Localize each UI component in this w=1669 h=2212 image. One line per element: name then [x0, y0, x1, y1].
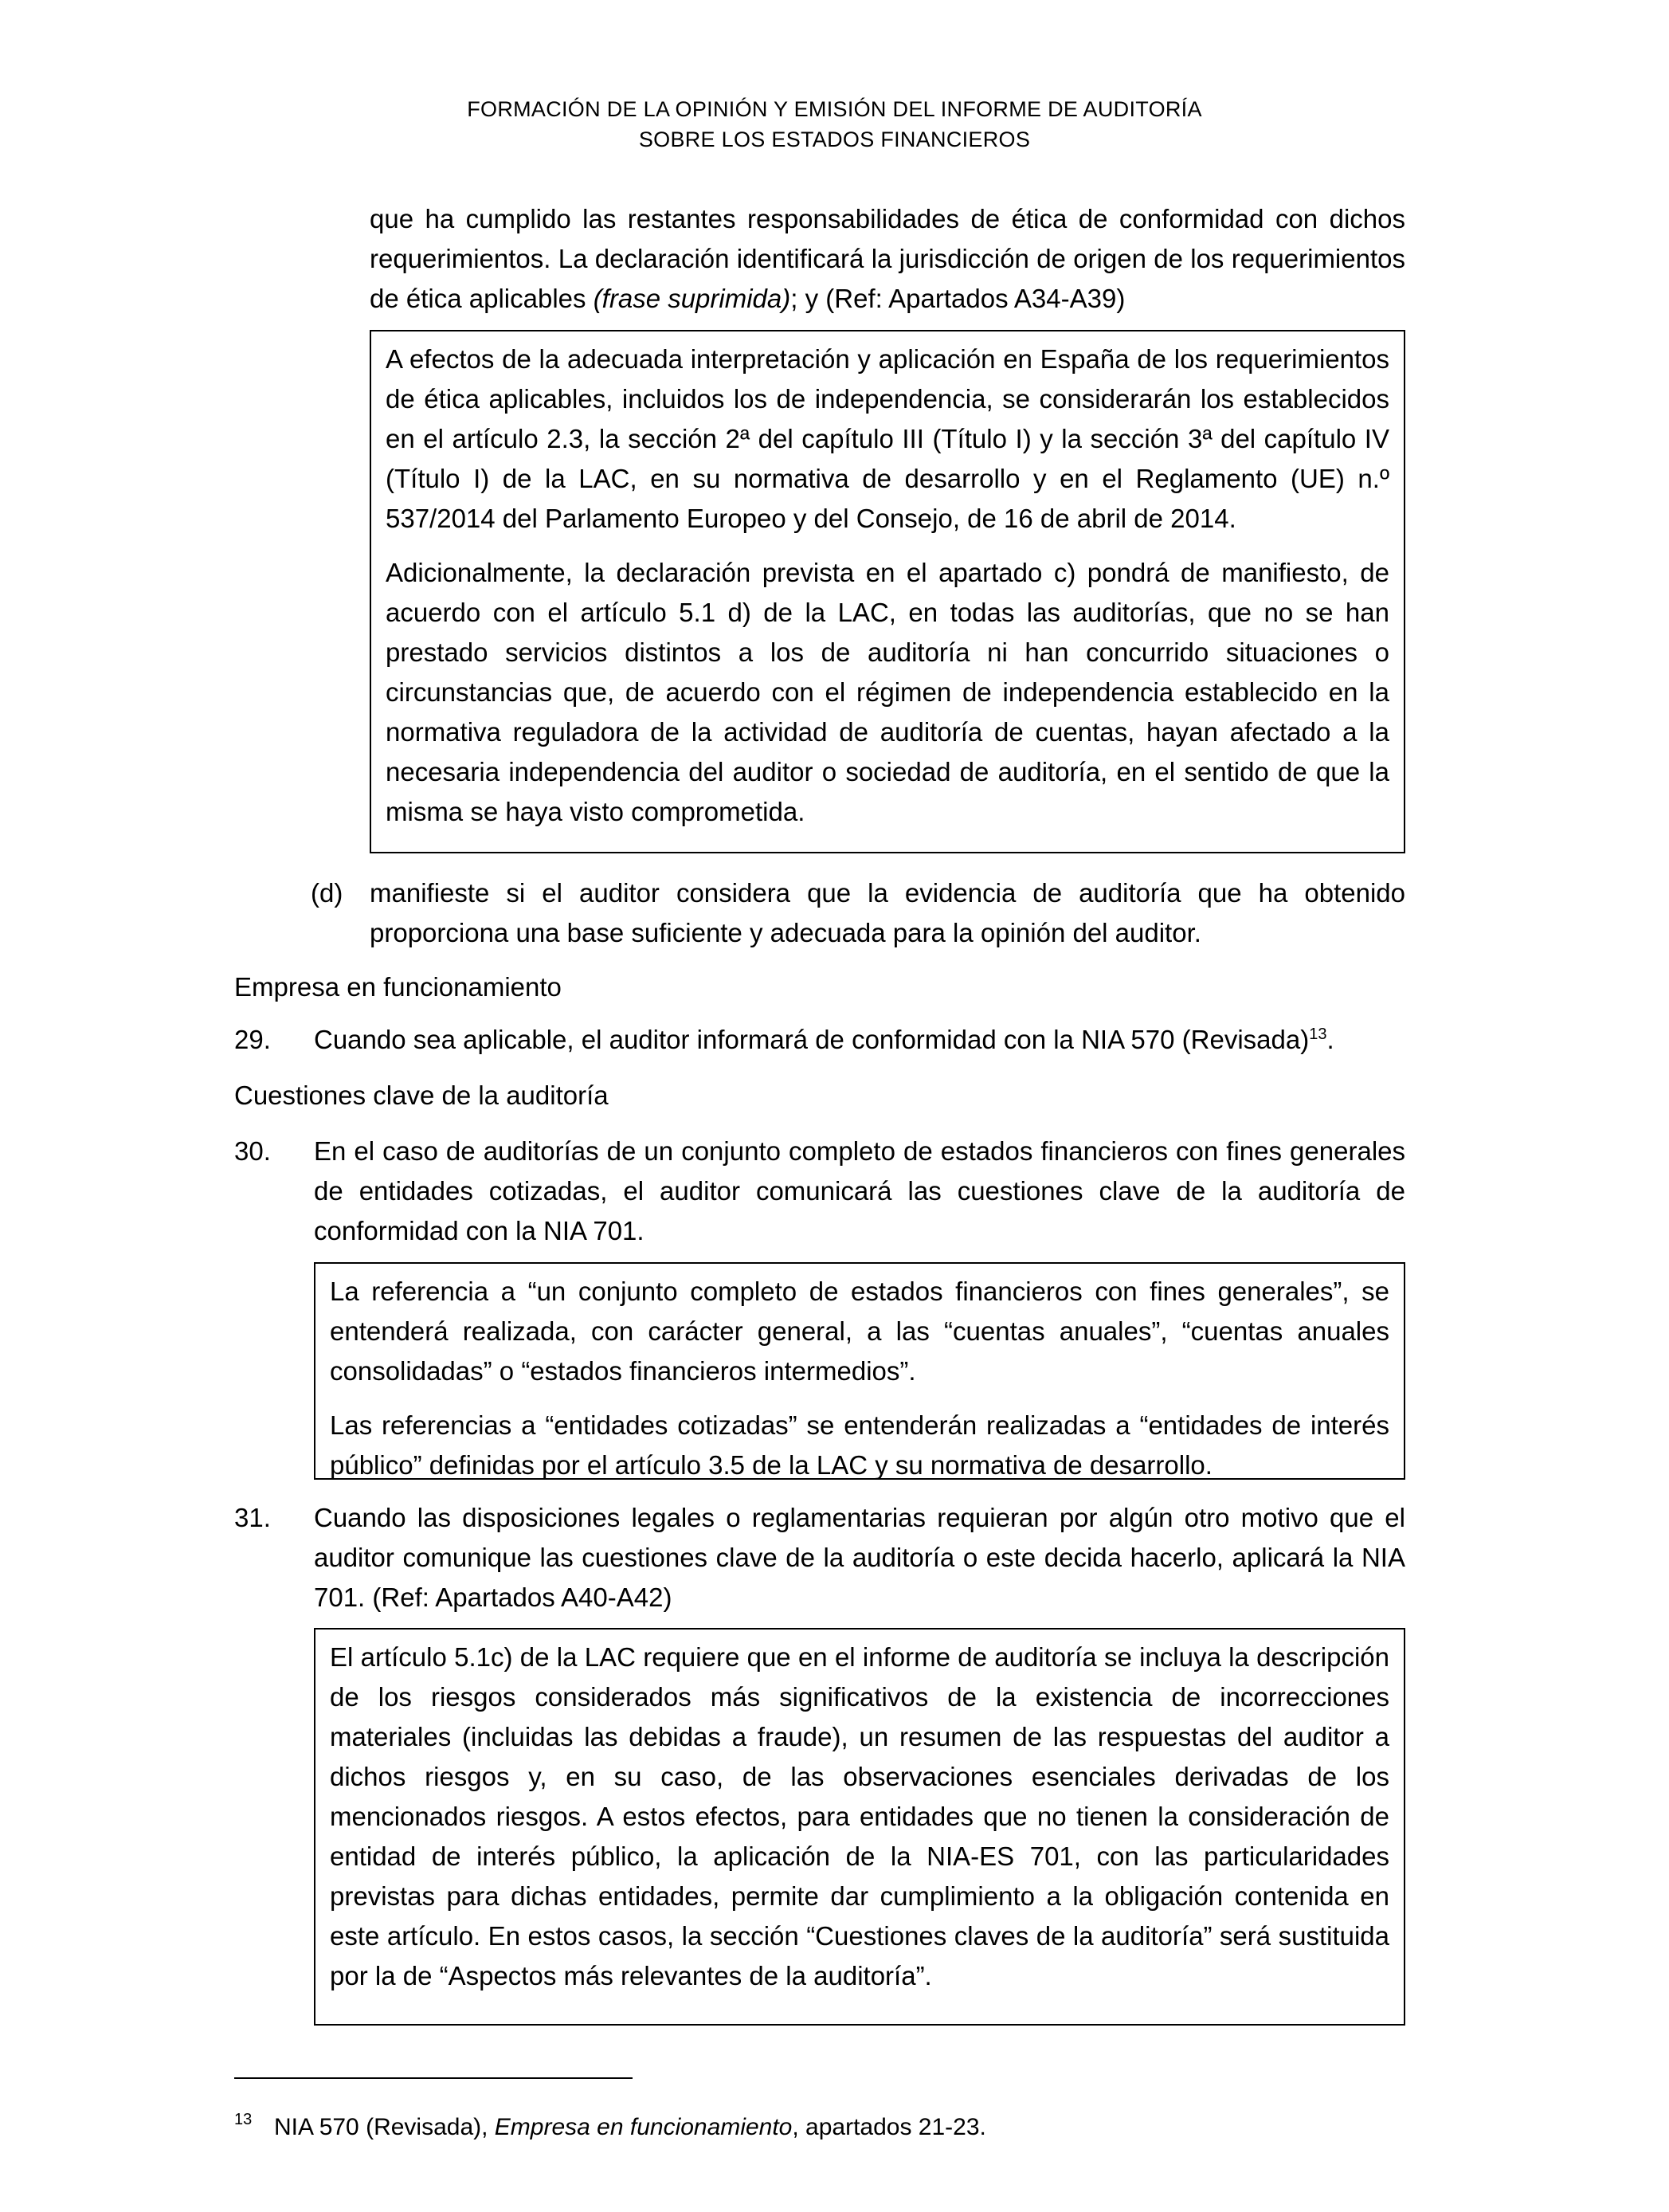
- intro-text-end: ; y (Ref: Apartados A34-A39): [790, 284, 1126, 313]
- footnote-text-start: NIA 570 (Revisada),: [274, 2114, 495, 2140]
- footnote-reference: 13: [1309, 1026, 1327, 1043]
- note-paragraph: La referencia a “un conjunto completo de estados financieros con fines generales”, se entenderá realizada, con carácter general, a las “cuentas anuales”, “cuentas anuales consolidadas” o “estados financieros intermedios”.: [330, 1277, 1389, 1386]
- item-label: (d): [311, 878, 343, 908]
- paragraph-29: [314, 1020, 1405, 1060]
- paragraph-30: En el caso de auditorías de un conjunto completo de estados financieros con fines generales de entidades cotizadas, el auditor comunicará las cuestiones clave de la auditoría de conformidad con la NIA 701.: [314, 1136, 1405, 1245]
- footnote-separator: [234, 2077, 633, 2079]
- paragraph-29-end: .: [1326, 1025, 1334, 1054]
- note-paragraph: Adicionalmente, la declaración prevista en el apartado c) pondrá de manifiesto, de acuerdo con el artículo 5.1 d) de la LAC, en todas las auditorías, que no se han prestado servicios distintos a los de auditoría ni han concurrido situaciones o circunstancias que, de acuerdo con el régimen de independencia establecido en la normativa reguladora de la actividad de auditoría de cuentas, hayan afectado a la necesaria independencia del auditor o sociedad de auditoría, en el sentido de que la misma se haya visto comprometida.: [386, 558, 1389, 826]
- intro-italic: (frase suprimida): [593, 284, 791, 313]
- footnote-italic: Empresa en funcionamiento: [494, 2114, 793, 2140]
- page-header: [0, 94, 1669, 155]
- note-paragraph: Las referencias a “entidades cotizadas” se entenderán realizadas a “entidades de interés público” definidas por el artículo 3.5 de la LAC y su normativa de desarrollo.: [330, 1410, 1389, 1480]
- note-box-definitions: [314, 1262, 1405, 1480]
- note-box-lac-article: [314, 1628, 1405, 2026]
- note-paragraph: A efectos de la adecuada interpretación y aplicación en España de los requerimientos de ética aplicables, incluidos los de independencia, se considerarán los establecidos en el artículo 2.3, la sección 2ª del capítulo III (Título I) y la sección 3ª del capítulo IV (Título I) de la LAC, en su normativa de desarrollo y en el Reglamento (UE) n.º 537/2014 del Parlamento Europeo y del Consejo, de 16 de abril de 2014.: [386, 344, 1389, 533]
- intro-paragraph: [370, 199, 1405, 319]
- intro-text: que ha cumplido las restantes responsabilidades de ética de conformidad con dichos requerimientos. La declaración identificará la jurisdicción de origen de los requerimientos de ética aplicables: [370, 204, 1405, 313]
- paragraph-number: 29.: [234, 1025, 271, 1054]
- section-heading-going-concern: Empresa en funcionamiento: [234, 972, 562, 1002]
- paragraph-31: Cuando las disposiciones legales o reglamentarias requieran por algún otro motivo que el auditor comunique las cuestiones clave de la auditoría o este decida hacerlo, aplicará la NIA 701. (Ref: Apartados A40-A42): [314, 1503, 1405, 1612]
- footnote-text-end: , apartados 21-23.: [792, 2114, 986, 2140]
- note-paragraph: El artículo 5.1c) de la LAC requiere que en el informe de auditoría se incluya la descripción de los riesgos considerados más significativos de la existencia de incorrecciones materiales (incluidas las debidas a fraude), un resumen de las respuestas del auditor a dichos riesgos y, en su caso, de las observaciones esenciales derivadas de los mencionados riesgos. A estos efectos, para entidades que no tienen la consideración de entidad de interés público, la aplicación de la NIA-ES 701, con las particularidades previstas para dichas entidades, permite dar cumplimiento a la obligación contenida en este artículo. En estos casos, la sección “Cuestiones claves de la auditoría” será sustituida por la de “Aspectos más relevantes de la auditoría”.: [330, 1642, 1389, 1990]
- footnote-text: [274, 2112, 986, 2143]
- paragraph-number: 31.: [234, 1503, 271, 1532]
- footnote-mark: 13: [234, 2111, 253, 2128]
- paragraph-number: 30.: [234, 1136, 271, 1166]
- header-line-1: FORMACIÓN DE LA OPINIÓN Y EMISIÓN DEL INFORME DE AUDITORÍA: [467, 97, 1202, 121]
- section-heading-key-audit-matters: Cuestiones clave de la auditoría: [234, 1081, 609, 1110]
- note-box-ethics: [370, 330, 1405, 853]
- item-d-text: manifieste si el auditor considera que la evidencia de auditoría que ha obtenido proporciona una base suficiente y adecuada para la opinión del auditor.: [370, 878, 1405, 947]
- header-line-2: SOBRE LOS ESTADOS FINANCIEROS: [638, 127, 1031, 151]
- paragraph-29-text: Cuando sea aplicable, el auditor informará de conformidad con la NIA 570 (Revisada): [314, 1025, 1310, 1054]
